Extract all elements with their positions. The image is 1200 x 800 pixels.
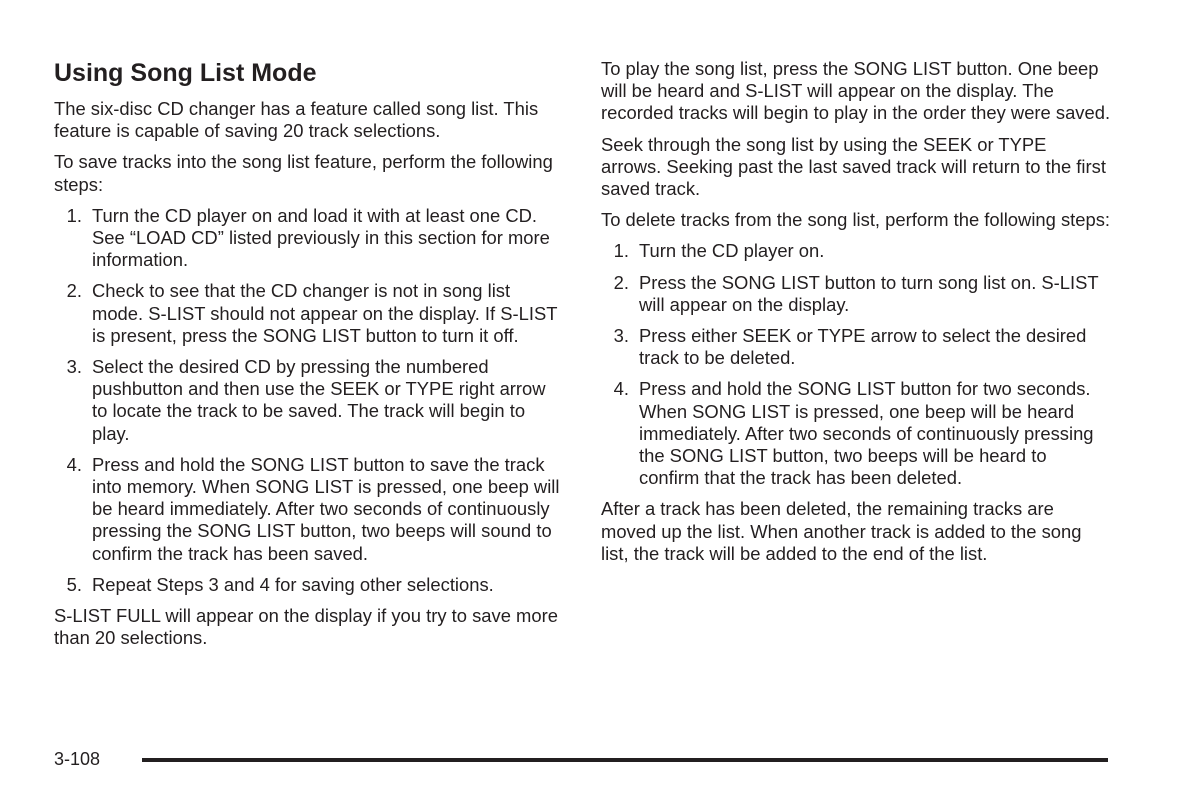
list-item [601,325,1111,369]
step-number: 5. [66,573,82,595]
step-number: 1. [613,240,629,262]
step-text: Press and hold the SONG LIST button for two seconds. When SONG LIST is pressed, one beep will be heard immediately. After two seconds of continuously pressing the SONG LIST button, two beeps will be heard to confirm that the track has been deleted. [639,378,1094,489]
step-text: Repeat Steps 3 and 4 for saving other selections. [92,573,494,595]
step-text: Check to see that the CD changer is not in song list mode. S-LIST should not appear on the display. If S-LIST is present, press the SONG LIST button to turn it off. [92,280,558,346]
after-delete-paragraph: After a track has been deleted, the remaining tracks are moved up the list. When another track is added to the song list, the track will be added to the end of the list. [601,498,1082,564]
step-number: 3. [66,356,82,378]
page-title: Using Song List Mode [54,59,317,87]
step-text: Turn the CD player on and load it with at least one CD. See “LOAD CD” listed previously in this section for more information. [92,204,550,271]
list-item [54,356,564,445]
step-text: Select the desired CD by pressing the numbered pushbutton and then use the SEEK or TYPE right arrow to locate the track to be saved. The track will begin to play. [92,356,546,444]
seek-paragraph: Seek through the song list by using the SEEK or TYPE arrows. Seeking past the last saved track will return to the first saved track. [601,133,1106,200]
step-number: 3. [613,325,629,347]
list-item [54,574,564,596]
save-steps-list [54,205,564,596]
step-text: Press either SEEK or TYPE arrow to select the desired track to be deleted. [639,325,1087,369]
list-item [601,272,1111,316]
page-number: 3-108 [54,749,101,769]
list-item [54,454,564,565]
delete-steps-list [601,240,1111,489]
save-steps-intro: To save tracks into the song list feature, perform the following steps: [54,151,553,195]
step-number: 2. [613,271,629,293]
song-list-full-note: S-LIST FULL will appear on the display if you try to save more than 20 selections. [54,605,558,649]
delete-steps-intro: To delete tracks from the song list, perform the following steps: [601,209,1111,231]
list-item [54,205,564,272]
footer-divider [142,758,1108,762]
play-song-list-paragraph: To play the song list, press the SONG LIST button. One beep will be heard and S-LIST will appear on the display. The recorded tracks will begin to play in the order they were saved. [601,58,1111,124]
step-number: 4. [66,453,82,475]
step-number: 1. [66,204,82,226]
left-column [54,58,564,658]
step-text: Press and hold the SONG LIST button to save the track into memory. When SONG LIST is pressed, one beep will be heard immediately. After two seconds of continuously pressing the SONG LIST button, two beeps will sound to confirm the track has been saved. [92,453,560,564]
step-number: 2. [66,280,82,302]
intro-paragraph: The six-disc CD changer has a feature called song list. This feature is capable of saving 20 track selections. [54,98,539,142]
list-item [54,280,564,347]
list-item [601,240,1111,262]
step-text: Press the SONG LIST button to turn song list on. S-LIST will appear on the display. [639,271,1099,315]
step-text: Turn the CD player on. [639,240,825,262]
step-number: 4. [613,378,629,400]
list-item [601,378,1111,489]
right-column [601,58,1111,574]
page-footer [54,748,1108,770]
